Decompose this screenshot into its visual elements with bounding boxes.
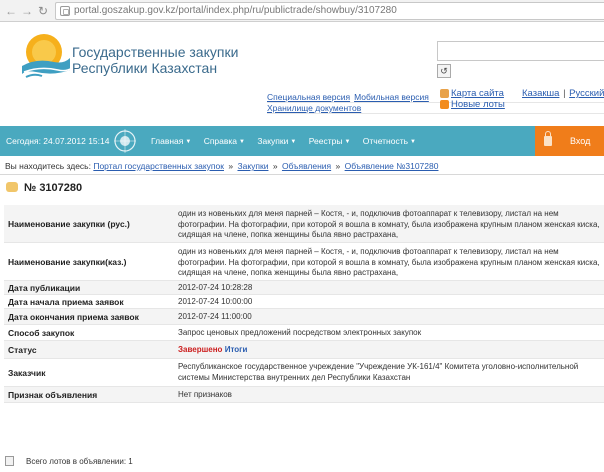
detail-label: Дата публикации	[8, 283, 81, 293]
detail-value: 2012-07-24 10:00:00	[178, 297, 253, 306]
results-link[interactable]: Итоги	[224, 345, 248, 354]
table-row	[4, 243, 604, 281]
chevron-down-icon: ▼	[410, 139, 416, 145]
main-navbar	[0, 126, 604, 156]
special-version-link[interactable]: Специальная версия	[267, 92, 351, 102]
breadcrumb-portal[interactable]: Портал государственных закупок	[93, 161, 224, 171]
detail-value: Запрос ценовых предложений посредством электронных закупок	[178, 328, 422, 337]
lang-ru-link[interactable]: Русский	[569, 88, 604, 99]
detail-value: один из новеньких для меня парней – Костя, - и, подключив фотоаппарат к телевизору, листал на нем фотографии. На фотографии, при которой я вошла в комнату, была изображена крупным планом женская киска, сидящая на члене, попка женщины была явно растрахана,	[178, 209, 600, 239]
table-row	[4, 341, 604, 359]
nav-item-help[interactable]	[204, 136, 245, 146]
table-row	[4, 295, 604, 309]
nav-item-registries[interactable]	[309, 136, 351, 146]
divider	[0, 174, 604, 175]
lock-icon	[544, 136, 552, 146]
detail-label: Наименование закупки(каз.)	[8, 257, 127, 267]
detail-value: 2012-07-24 10:28:28	[178, 283, 253, 292]
site-title	[72, 44, 238, 77]
lots-count-text: Всего лотов в объявлении: 1	[26, 457, 133, 466]
chevron-down-icon: ▼	[185, 139, 192, 145]
table-row	[4, 309, 604, 325]
nav-menu	[151, 136, 426, 146]
browser-toolbar	[0, 0, 604, 22]
rss-icon	[440, 100, 449, 109]
refresh-captcha-icon[interactable]: ↺	[437, 64, 451, 78]
reload-icon[interactable]: ↻	[37, 4, 49, 18]
document-storage-link[interactable]: Хранилище документов	[267, 103, 362, 113]
table-row	[4, 359, 604, 387]
detail-label: Наименование закупки (рус.)	[8, 219, 130, 229]
nav-item-registries-label: Реестры	[308, 136, 343, 146]
detail-value: один из новеньких для меня парней – Костя, - и, подключив фотоаппарат к телевизору, листал на нем фотографии. На фотографии, при которой я вошла в комнату, была изображена крупным планом женская киска, сидящая на члене, попка женщины была явно растрахана,	[178, 247, 600, 277]
announcement-details-table	[4, 205, 604, 403]
goszakup-sun-logo-icon[interactable]	[14, 30, 74, 82]
detail-label: Признак объявления	[8, 390, 98, 400]
breadcrumb-prefix: Вы находитесь здесь:	[5, 161, 91, 171]
page-favicon-icon	[60, 6, 70, 16]
sitemap-icon	[440, 89, 449, 98]
site-title-line1: Государственные закупки	[72, 44, 239, 60]
lang-separator: |	[563, 88, 566, 99]
table-row	[4, 281, 604, 295]
site-title-line2: Республики Казахстан	[72, 60, 218, 76]
nav-item-purchases[interactable]	[257, 136, 296, 146]
status-value	[178, 345, 604, 356]
lots-count	[5, 456, 133, 466]
chevron-down-icon: ▼	[290, 139, 297, 145]
chevron-down-icon: ▼	[344, 139, 351, 145]
breadcrumb-purchases[interactable]: Закупки	[237, 161, 269, 171]
table-row	[4, 205, 604, 243]
nav-item-home-label: Главная	[151, 136, 184, 146]
status-badge: Завершено	[178, 345, 223, 354]
detail-label: Дата окончания приема заявок	[8, 312, 139, 322]
url-text: portal.goszakup.gov.kz/portal/index.php/ru/publictrade/showbuy/3107280	[74, 5, 397, 16]
new-lots-link[interactable]: Новые лоты	[451, 99, 505, 110]
table-row	[4, 387, 604, 403]
nav-item-home[interactable]	[151, 136, 191, 146]
search-input[interactable]	[437, 41, 604, 61]
detail-value: Нет признаков	[178, 390, 232, 399]
table-row	[4, 325, 604, 341]
detail-value: Республиканское государственное учреждение "Учреждение УК-161/4" Комитета уголовно-исполнительной системы Министерства внутренних дел Республики Казахстан	[178, 362, 579, 382]
breadcrumb-separator: »	[272, 161, 278, 171]
nav-item-reports-label: Отчетность	[362, 136, 409, 146]
lang-kz-link[interactable]: Казакша	[522, 88, 560, 99]
breadcrumb-current[interactable]: Объявление №3107280	[344, 161, 439, 171]
login-label: Вход	[570, 136, 591, 146]
address-bar[interactable]	[55, 2, 604, 20]
quick-links	[440, 88, 505, 110]
detail-label: Статус	[8, 345, 37, 355]
page-title	[6, 182, 82, 194]
nav-item-help-label: Справка	[203, 136, 238, 146]
breadcrumb-separator: »	[228, 161, 234, 171]
announcement-number: № 3107280	[24, 182, 83, 194]
login-button[interactable]	[535, 126, 604, 156]
back-arrow-icon[interactable]: ←	[5, 4, 17, 18]
mobile-version-link[interactable]: Мобильная версия	[354, 92, 429, 102]
breadcrumb-separator: »	[335, 161, 341, 171]
document-icon	[5, 456, 14, 466]
current-date: Сегодня: 24.07.2012 15:14	[6, 136, 110, 146]
language-switcher	[522, 88, 604, 99]
kz-emblem-icon	[113, 128, 137, 154]
breadcrumb-announcements[interactable]: Объявления	[281, 161, 332, 171]
chevron-down-icon: ▼	[239, 139, 245, 145]
forward-arrow-icon[interactable]: →	[21, 4, 33, 18]
nav-item-reports[interactable]	[363, 136, 416, 146]
detail-label: Заказчик	[8, 368, 46, 378]
detail-label: Дата начала приема заявок	[8, 297, 124, 307]
detail-value: 2012-07-24 11:00:00	[178, 312, 252, 321]
nav-item-purchases-label: Закупки	[257, 136, 289, 146]
detail-label: Способ закупок	[8, 328, 75, 338]
breadcrumb	[5, 161, 438, 171]
announcement-icon	[6, 182, 18, 192]
site-map-link[interactable]: Карта сайта	[451, 88, 504, 99]
